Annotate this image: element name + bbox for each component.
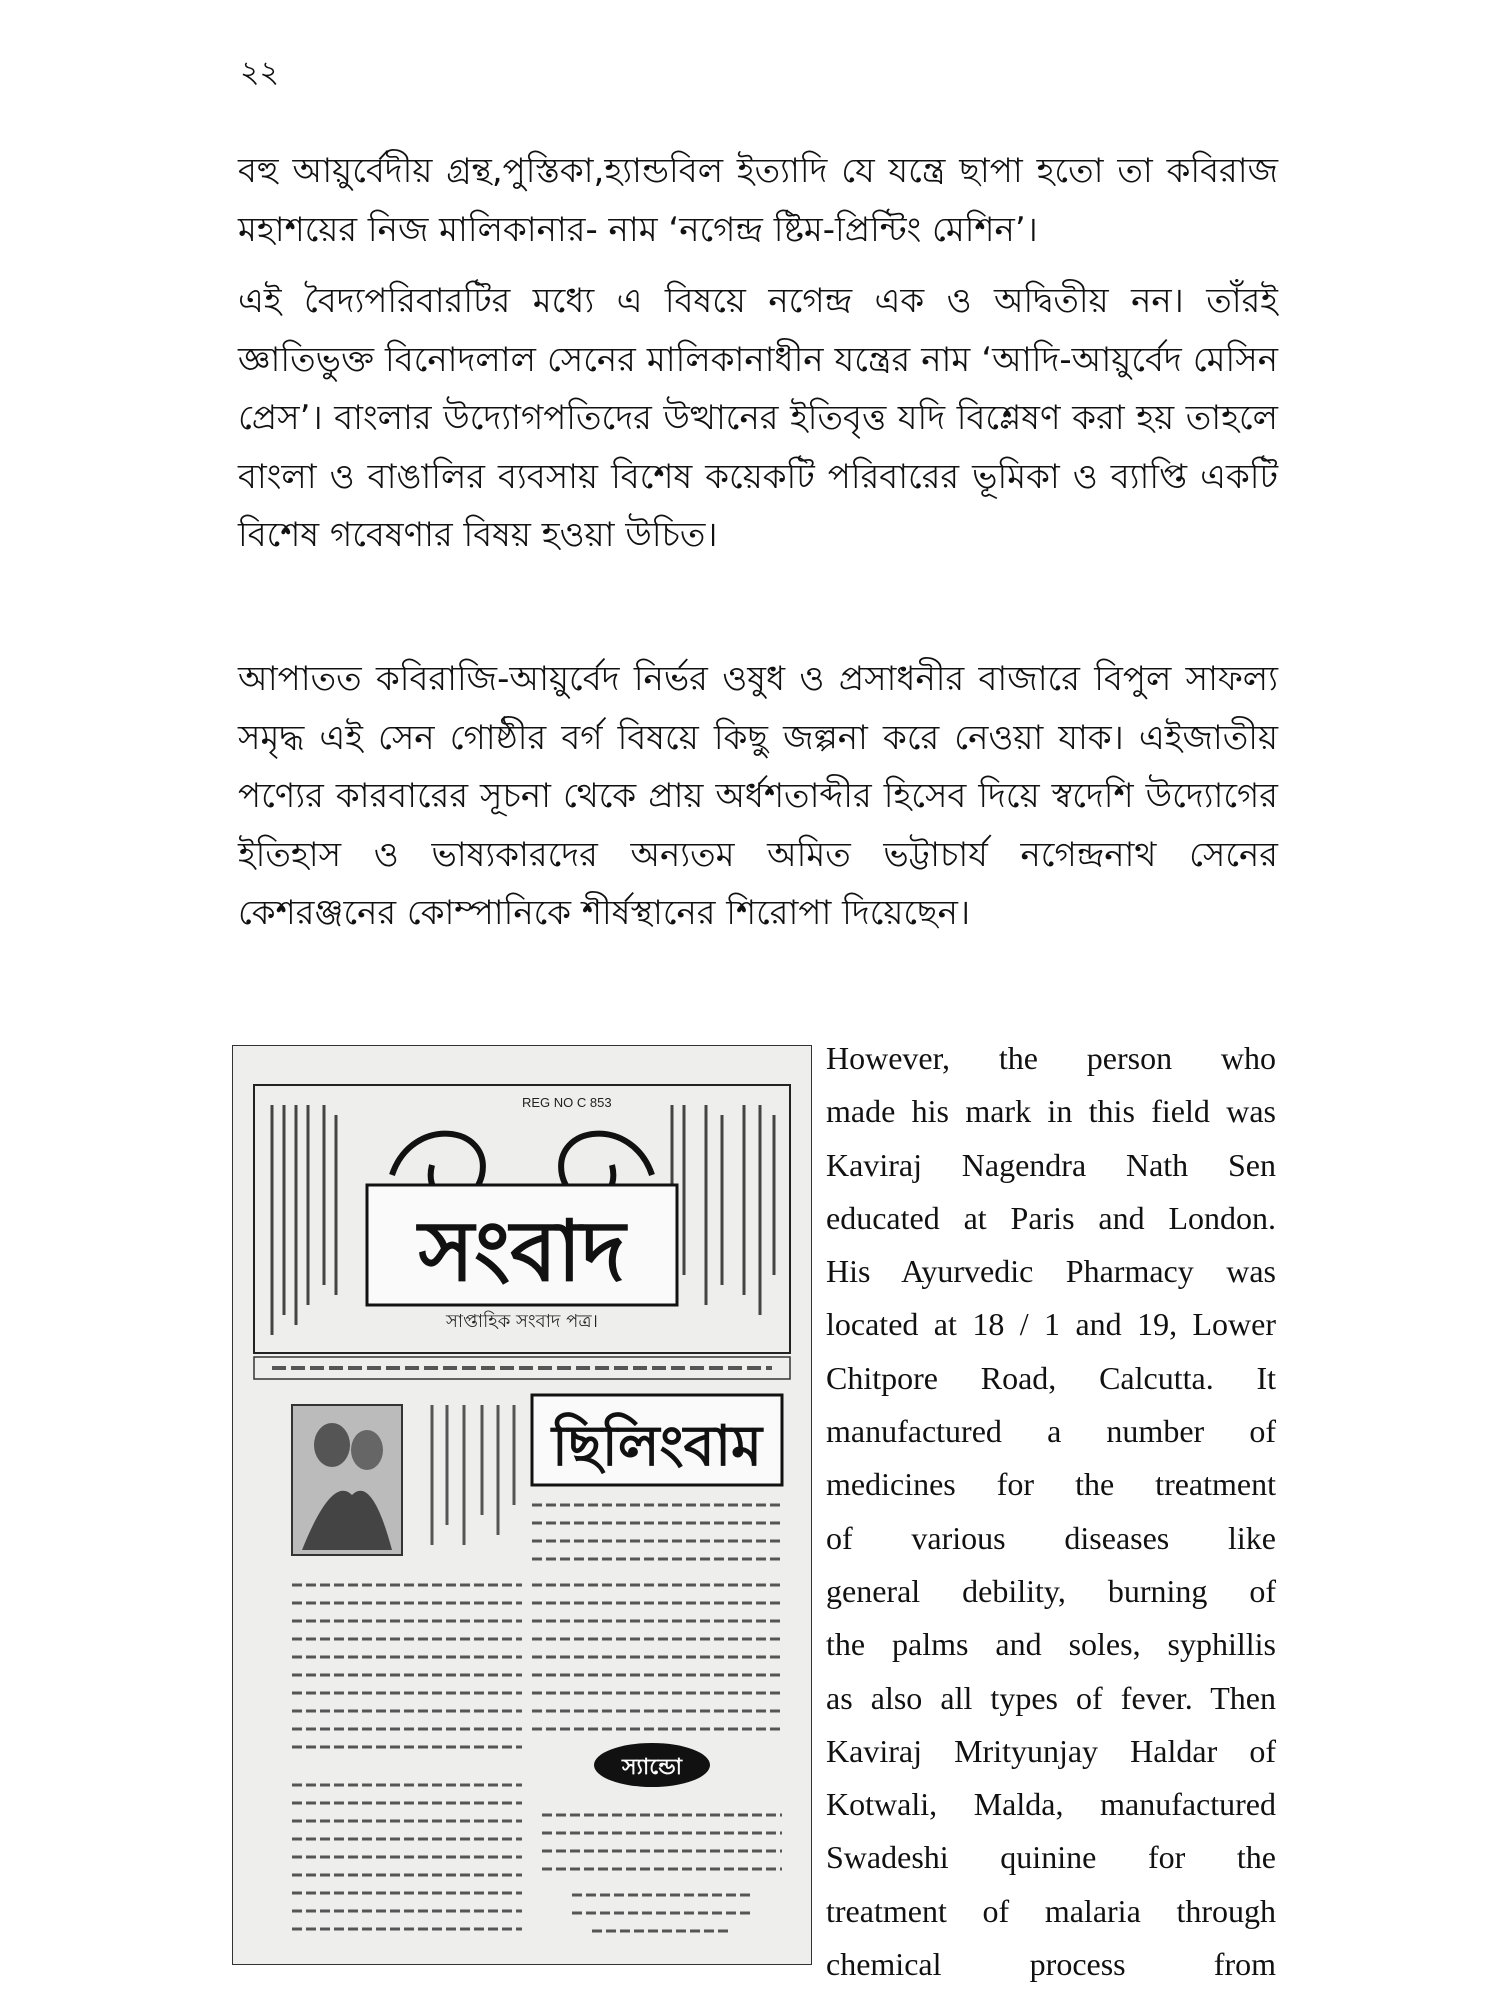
newspaper-clipping-image <box>232 1045 812 1965</box>
english-line: educated at Paris and London. <box>826 1199 1276 1236</box>
english-line: His Ayurvedic Pharmacy was <box>826 1253 1276 1290</box>
english-line: Kaviraj Mrityunjay Haldar of <box>826 1732 1276 1769</box>
english-line: Kaviraj Nagendra Nath Sen <box>826 1146 1276 1183</box>
english-line: medicines for the treatment <box>826 1466 1276 1503</box>
page-number: ২২ <box>240 55 280 90</box>
newspaper-badge: স্যান্ডো <box>621 1755 683 1780</box>
bengali-paragraph-3: আপাতত কবিরাজি-আয়ুর্বেদ নির্ভর ওষুধ ও প্রসাধনীর বাজারে বিপুল সাফল্য সমৃদ্ধ এই সেন গোষ্ঠীর বর্গ বিষয়ে কিছু জল্পনা করে নেওয়া যাক। এইজাতীয় পণ্যের কারবারের সূচনা থেকে প্রায় অর্ধশতাব্দীর হিসেব দিয়ে স্বদেশি উদ্যোগের ইতিহাস ও ভাষ্যকারদের অন্যতম অমিত ভট্টাচার্য নগেন্দ্রনাথ সেনের কেশরঞ্জনের কোম্পানিকে শীর্ষস্থানের শিরোপা দিয়েছেন। <box>238 659 1278 933</box>
newspaper-ad-title: ছিলিংবাম <box>551 1414 763 1479</box>
english-line: located at 18 / 1 and 19, Lower <box>826 1306 1276 1343</box>
english-paragraph <box>826 1032 1276 1991</box>
newspaper-subtitle: সাপ্তাহিক সংবাদ পত্র। <box>446 1311 598 1332</box>
english-line: However, the person who <box>826 1040 1276 1076</box>
newspaper-reg-no: REG NO C 853 <box>522 1095 612 1110</box>
english-line: chemical process from <box>826 1946 1276 1983</box>
english-line: as also all types of fever. Then <box>826 1679 1276 1716</box>
english-line: of various diseases like <box>826 1519 1276 1556</box>
newspaper-masthead: সংবাদ <box>418 1202 626 1300</box>
bengali-paragraph-2: এই বৈদ্যপরিবারটির মধ্যে এ বিষয়ে নগেন্দ্র এক ও অদ্বিতীয় নন। তাঁরই জ্ঞাতিভুক্ত বিনোদলাল সেনের মালিকানাধীন যন্ত্রের নাম ‘আদি-আয়ুর্বেদ মেসিন প্রেস’। বাংলার উদ্যোগপতিদের উত্থানের ইতিবৃত্ত যদি বিশ্লেষণ করা হয় তাহলে বাংলা ও বাঙালির ব্যবসায় বিশেষ কয়েকটি পরিবারের ভূমিকা ও ব্যাপ্তি একটি বিশেষ গবেষণার বিষয় হওয়া উচিত। <box>238 281 1278 555</box>
english-line: Swadeshi quinine for the <box>826 1839 1276 1876</box>
english-line: Kotwali, Malda, manufactured <box>826 1786 1276 1823</box>
english-line: manufactured a number of <box>826 1413 1276 1450</box>
english-line: treatment of malaria through <box>826 1892 1276 1929</box>
english-line: the palms and soles, syphillis <box>826 1626 1276 1663</box>
english-line: made his mark in this field was <box>826 1093 1276 1130</box>
bengali-paragraph-1: বহু আয়ুর্বেদীয় গ্রন্থ,পুস্তিকা,হ্যান্ডবিল ইত্যাদি যে যন্ত্রে ছাপা হতো তা কবিরাজ মহাশয়ের নিজ মালিকানার- নাম ‘নগেন্দ্র ষ্টিম-প্রিন্টিং মেশিন’। <box>238 151 1278 250</box>
english-line: Chitpore Road, Calcutta. It <box>826 1359 1276 1396</box>
english-line: general debility, burning of <box>826 1572 1276 1609</box>
